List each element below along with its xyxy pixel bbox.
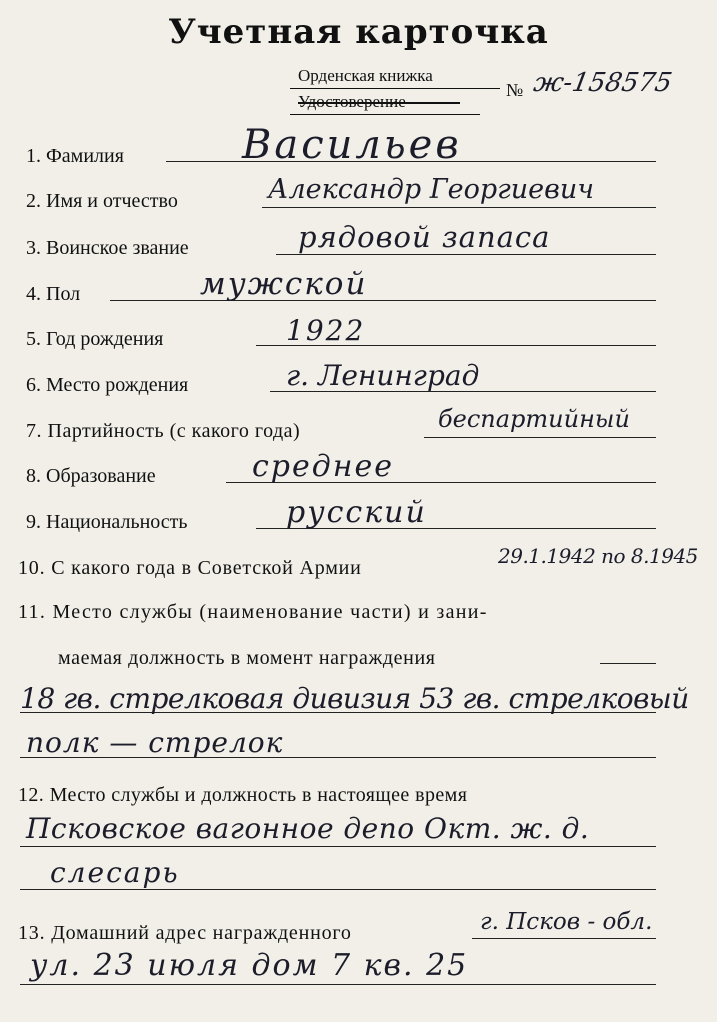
- field-4-rule: [110, 300, 656, 301]
- field-11-rule-2: [20, 712, 656, 713]
- field-13-label: 13. Домашний адрес награжденного: [18, 922, 352, 944]
- field-11-rule-3: [20, 757, 656, 758]
- order-booklet-label: Орденская книжка: [298, 66, 433, 85]
- field-11-rule-1: [600, 663, 656, 664]
- field-13-rule-1: [472, 938, 656, 939]
- field-13-rule-2: [20, 984, 656, 985]
- field-12-value-line-1: Псковское вагонное депо Окт. ж. д.: [26, 812, 590, 845]
- certificate-strikethrough: [298, 102, 460, 104]
- field-11-value-line-1: 18 гв. стрелковая дивизия 53 гв. стрелковый: [20, 682, 689, 715]
- field-4-value: мужской: [200, 266, 368, 302]
- field-9-value: русский: [286, 495, 427, 530]
- field-7-rule: [424, 437, 656, 438]
- certificate-rule: [290, 114, 480, 115]
- field-9-label: 9. Национальность: [26, 511, 188, 533]
- field-11-value-line-2: полк — стрелок: [26, 726, 284, 759]
- card-title: Учетная карточка: [168, 12, 549, 52]
- field-3-label: 3. Воинское звание: [26, 237, 189, 259]
- field-2-label: 2. Имя и отчество: [26, 190, 178, 212]
- field-12-value-line-2: слесарь: [50, 856, 180, 889]
- field-12-label: 12. Место службы и должность в настоящее время: [18, 784, 468, 806]
- field-11-label-line-2: маемая должность в момент награждения: [58, 647, 436, 669]
- field-11-label-line-1: 11. Место службы (наименование части) и зани-: [18, 601, 488, 623]
- field-7-value: беспартийный: [438, 405, 630, 433]
- order-booklet-rule: [290, 88, 500, 89]
- field-2-rule: [262, 207, 656, 208]
- field-10-value: 29.1.1942 по 8.1945: [498, 544, 698, 568]
- field-8-value: среднее: [252, 449, 395, 484]
- field-1-label: 1. Фамилия: [26, 145, 124, 167]
- field-2-value: Александр Георгиевич: [268, 174, 595, 205]
- field-12-rule-2: [20, 889, 656, 890]
- field-12-rule-1: [20, 846, 656, 847]
- field-4-label: 4. Пол: [26, 283, 81, 305]
- field-3-rule: [276, 254, 656, 255]
- field-8-label: 8. Образование: [26, 465, 156, 487]
- number-sign: №: [506, 80, 524, 100]
- field-5-label: 5. Год рождения: [26, 328, 164, 350]
- field-6-value: г. Ленинград: [286, 359, 480, 392]
- field-6-label: 6. Место рождения: [26, 374, 189, 396]
- field-3-value: рядовой запаса: [298, 220, 551, 254]
- booklet-number: ж-158575: [531, 68, 675, 98]
- field-10-label: 10. С какого года в Советской Армии: [18, 557, 362, 579]
- certificate-label: Удостоверение: [298, 92, 406, 111]
- field-13-value-line-1: г. Псков - обл.: [480, 909, 653, 935]
- field-1-value: Васильев: [242, 122, 462, 168]
- field-5-value: 1922: [286, 314, 366, 347]
- field-13-value-line-2: ул. 23 июля дом 7 кв. 25: [30, 948, 469, 983]
- field-7-label: 7. Партийность (с какого года): [26, 420, 301, 442]
